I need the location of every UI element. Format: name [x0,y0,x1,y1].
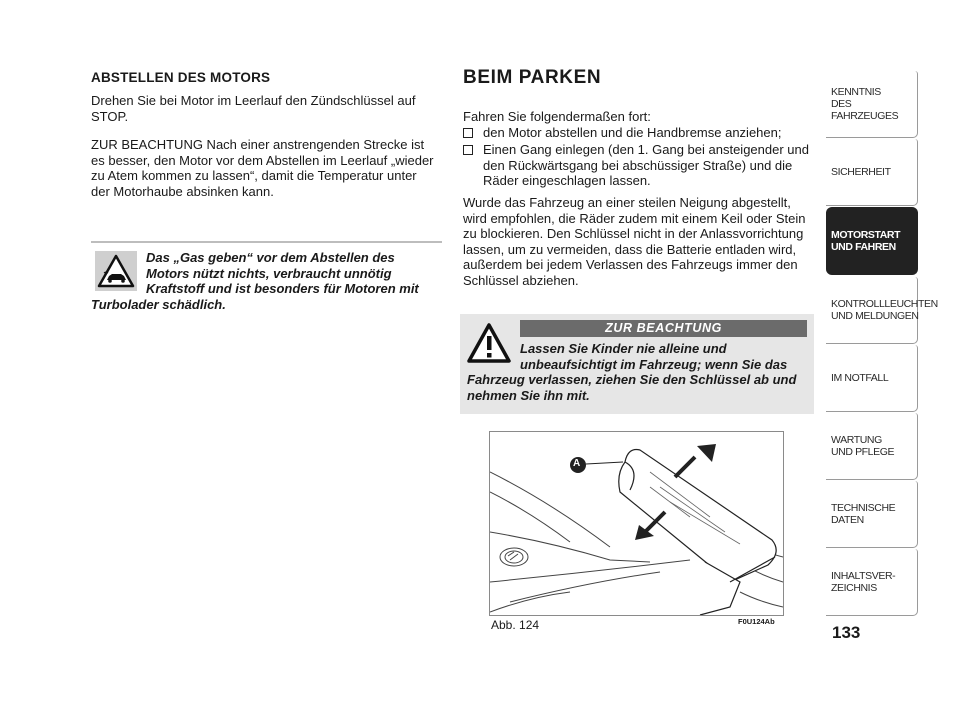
section-heading-parking: BEIM PARKEN [463,67,602,88]
figure-label-a: A [573,458,581,469]
tab-im-notfall[interactable] [826,345,918,412]
page-number: 133 [832,623,861,642]
warning-text: Das „Gas geben“ vor dem Abstellen des Motors nützt nichts, verbraucht unnötig Kraftstoff und ist besonders für Motoren mit Turbolader schädlich. [91,250,419,312]
list-item [463,142,813,189]
tab-label: KENNTNIS DES FAHRZEUGES [831,86,899,122]
tab-label: WARTUNG UND PFLEGE [831,434,895,458]
tab-kontrollleuchten-und-meldungen[interactable] [826,277,938,344]
tab-technische-daten[interactable] [826,481,918,548]
paragraph-intro: Fahren Sie folgendermaßen fort: [463,109,651,124]
list-item-text: Einen Gang einlegen (den 1. Gang bei ansteigender und den Rückwärtsgang bei abschüssiger Straße) und die Räder eingeschlagen lassen. [483,142,809,188]
list-item-text: den Motor abstellen und die Handbremse anziehen; [483,125,782,140]
tab-label: MOTORSTART UND FAHREN [831,228,901,253]
tab-label: IM NOTFALL [831,372,889,384]
section-heading-engine-stop: ABSTELLEN DES MOTORS [91,70,271,85]
checkbox-bullet-icon [463,145,473,155]
tab-label: SICHERHEIT [831,166,891,178]
caution-text-content: Lassen Sie Kinder nie alleine und unbeaufsichtigt im Fahrzeug; wenn Sie das Fahrzeug verlassen, ziehen Sie den Schlüssel ab und nehmen Sie ihn mit. [467,341,797,403]
tab-sicherheit[interactable] [826,139,918,206]
tab-label: KONTROLLLEUCHTEN UND MELDUNGEN [831,298,938,322]
figure-caption: Abb. 124 [491,618,540,632]
paragraph-parking: Wurde das Fahrzeug an einer steilen Neigung abgestellt, wird empfohlen, die Räder zudem mit einem Keil oder Stein zu blockieren. Den Schlüssel nicht in der Anlassvorrichtung lassen, um zu vermeiden, dass die Batterie entladen wird, außerdem bei jedem Verlassen des Fahrzeugs immer den Schlüssel abziehen. [463,195,806,288]
tab-label: TECHNISCHE DATEN [831,502,896,526]
checkbox-bullet-icon [463,128,473,138]
tab-label: INHALTSVER- ZEICHNIS [831,570,896,594]
tab-wartung-und-pflege[interactable] [826,413,918,480]
list-item [463,125,813,141]
caution-title: ZUR BEACHTUNG [520,320,807,337]
paragraph-engine-stop: Drehen Sie bei Motor im Leerlauf den Zündschlüssel auf STOP. [91,93,416,124]
tab-motorstart-und-fahren[interactable] [826,207,918,275]
caution-text [467,341,807,403]
handbrake-illustration [489,431,784,616]
paragraph-note: ZUR BEACHTUNG Nach einer anstrengenden Strecke ist es besser, den Motor vor dem Abstellen im Leerlauf „wieder zu Atem kommen zu lassen“, damit die Temperatur unter der Motorhaube absinken kann. [91,137,434,199]
divider [91,241,442,243]
tab-kenntnis-des-fahrzeuges[interactable] [826,71,918,138]
figure-code: F0U124Ab [738,617,775,626]
warning-text-engine [91,250,436,312]
tab-inhaltsverzeichnis[interactable] [826,549,918,616]
